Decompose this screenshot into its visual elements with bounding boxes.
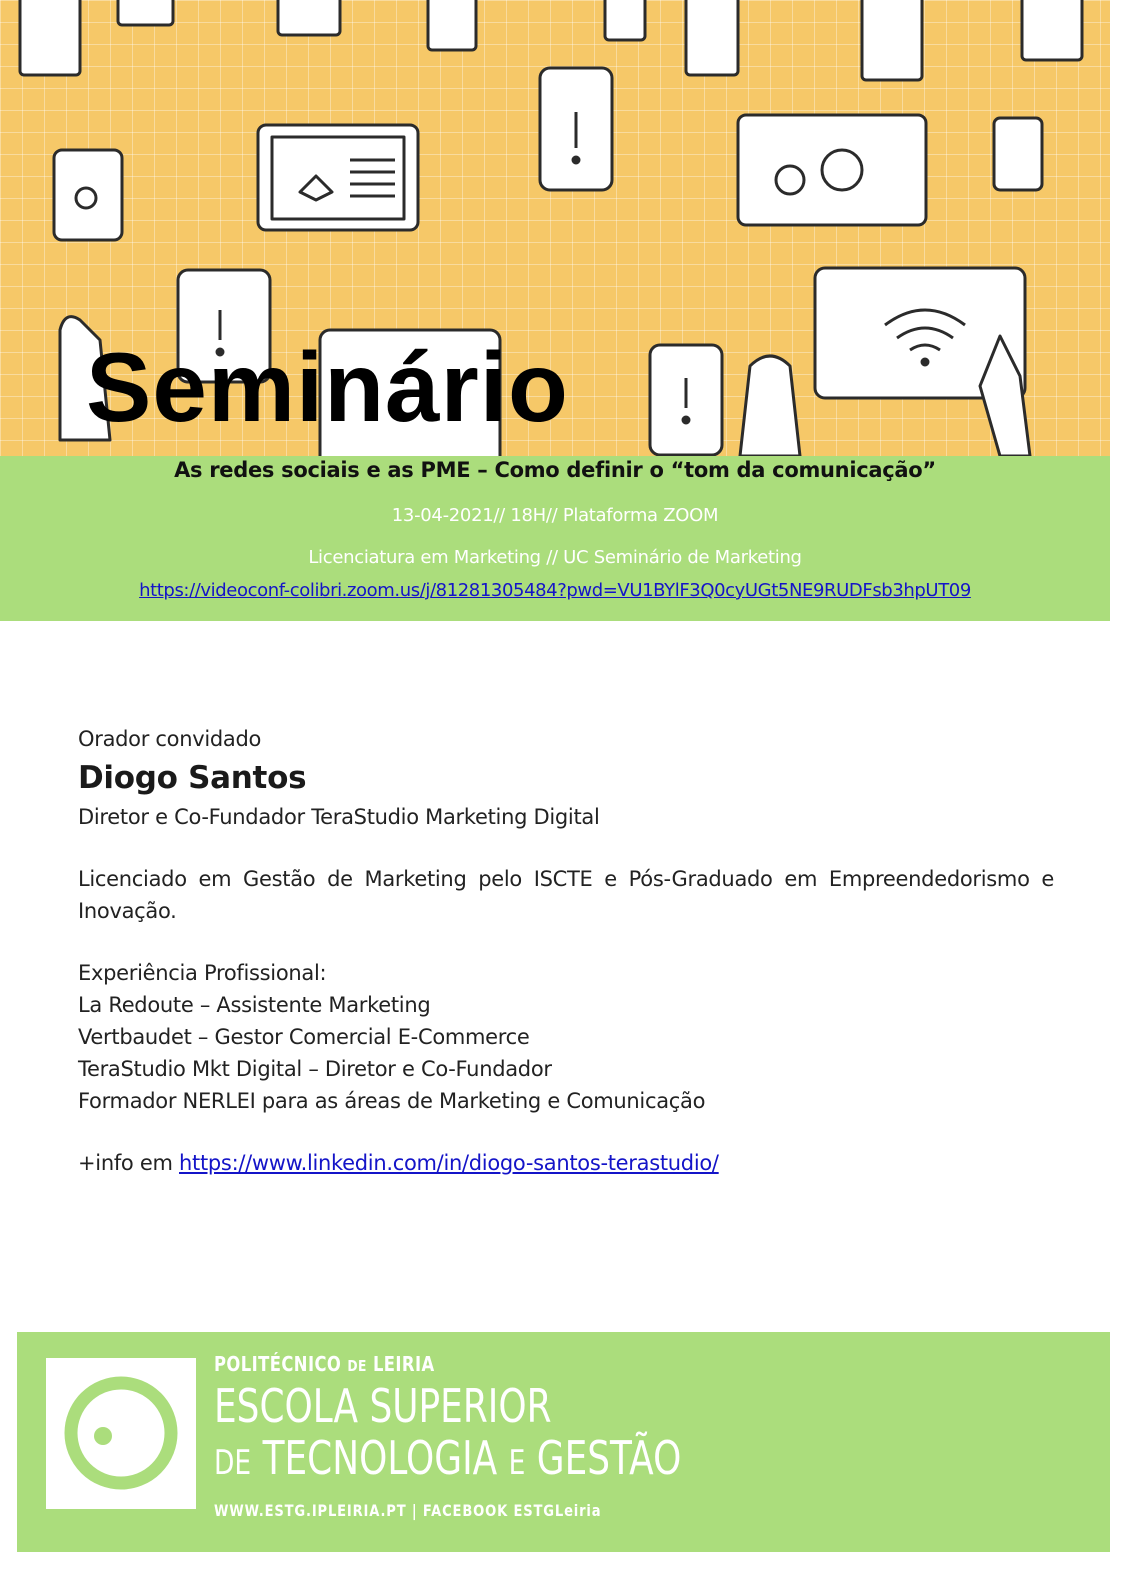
speaker-role: Diretor e Co-Fundador TeraStudio Marketing Digital [78,805,600,829]
experience-item: Vertbaudet – Gestor Comercial E-Commerce [78,1025,530,1049]
school-name-line2 [214,1432,681,1489]
event-banner [0,456,1110,621]
zoom-link[interactable]: https://videoconf-colibri.zoom.us/j/81281305484?pwd=VU1BYlF3Q0cyUGt5NE9RUDFsb3hpUT09 [139,580,971,601]
experience-item: La Redoute – Assistente Marketing [78,993,431,1017]
seminar-title: Seminário [86,332,569,442]
speaker-name: Diogo Santos [78,760,307,796]
event-date-time-platform: 13-04-2021// 18H// Plataforma ZOOM [391,505,719,526]
course-info: Licenciatura em Marketing // UC Seminário de Marketing [308,547,802,568]
school-name-block [214,1352,813,1520]
experience-item: Formador NERLEI para as áreas de Marketing e Comunicação [78,1089,706,1113]
experience-list [78,989,1054,1117]
speaker-label: Orador convidado [78,727,262,751]
poly-de: DE [347,1357,367,1375]
poly-main: POLITÉCNICO [214,1352,342,1376]
speaker-bio: Licenciado em Gestão de Marketing pelo ISCTE e Pós-Graduado em Empreendedorismo e Inovação. [78,867,1054,923]
poly-city: LEIRIA [372,1352,435,1376]
school-e: E [508,1443,526,1483]
school-footer [17,1332,1110,1552]
school-name-line1: ESCOLA SUPERIOR [214,1379,552,1433]
speaker-section [78,723,1054,1179]
experience-item: TeraStudio Mkt Digital – Diretor e Co-Fundador [78,1057,552,1081]
more-info-prefix: +info em [78,1151,180,1175]
seminar-subtitle: As redes sociais e as PME – Como definir o “tom da comunicação” [174,458,936,482]
school-web-facebook[interactable]: WWW.ESTG.IPLEIRIA.PT | FACEBOOK ESTGLeiria [214,1501,602,1520]
linkedin-link[interactable]: https://www.linkedin.com/in/diogo-santos-terastudio/ [179,1151,719,1175]
polytechnic-name [214,1352,705,1376]
hero-illustration [0,0,1110,456]
eye-logo-icon [46,1358,196,1509]
experience-heading: Experiência Profissional: [78,961,327,985]
school-tech: TECNOLOGIA [262,1431,498,1485]
school-logo [46,1358,196,1509]
school-gest: GESTÃO [536,1431,682,1485]
more-info [78,1147,1054,1179]
school-de: DE [214,1443,252,1483]
